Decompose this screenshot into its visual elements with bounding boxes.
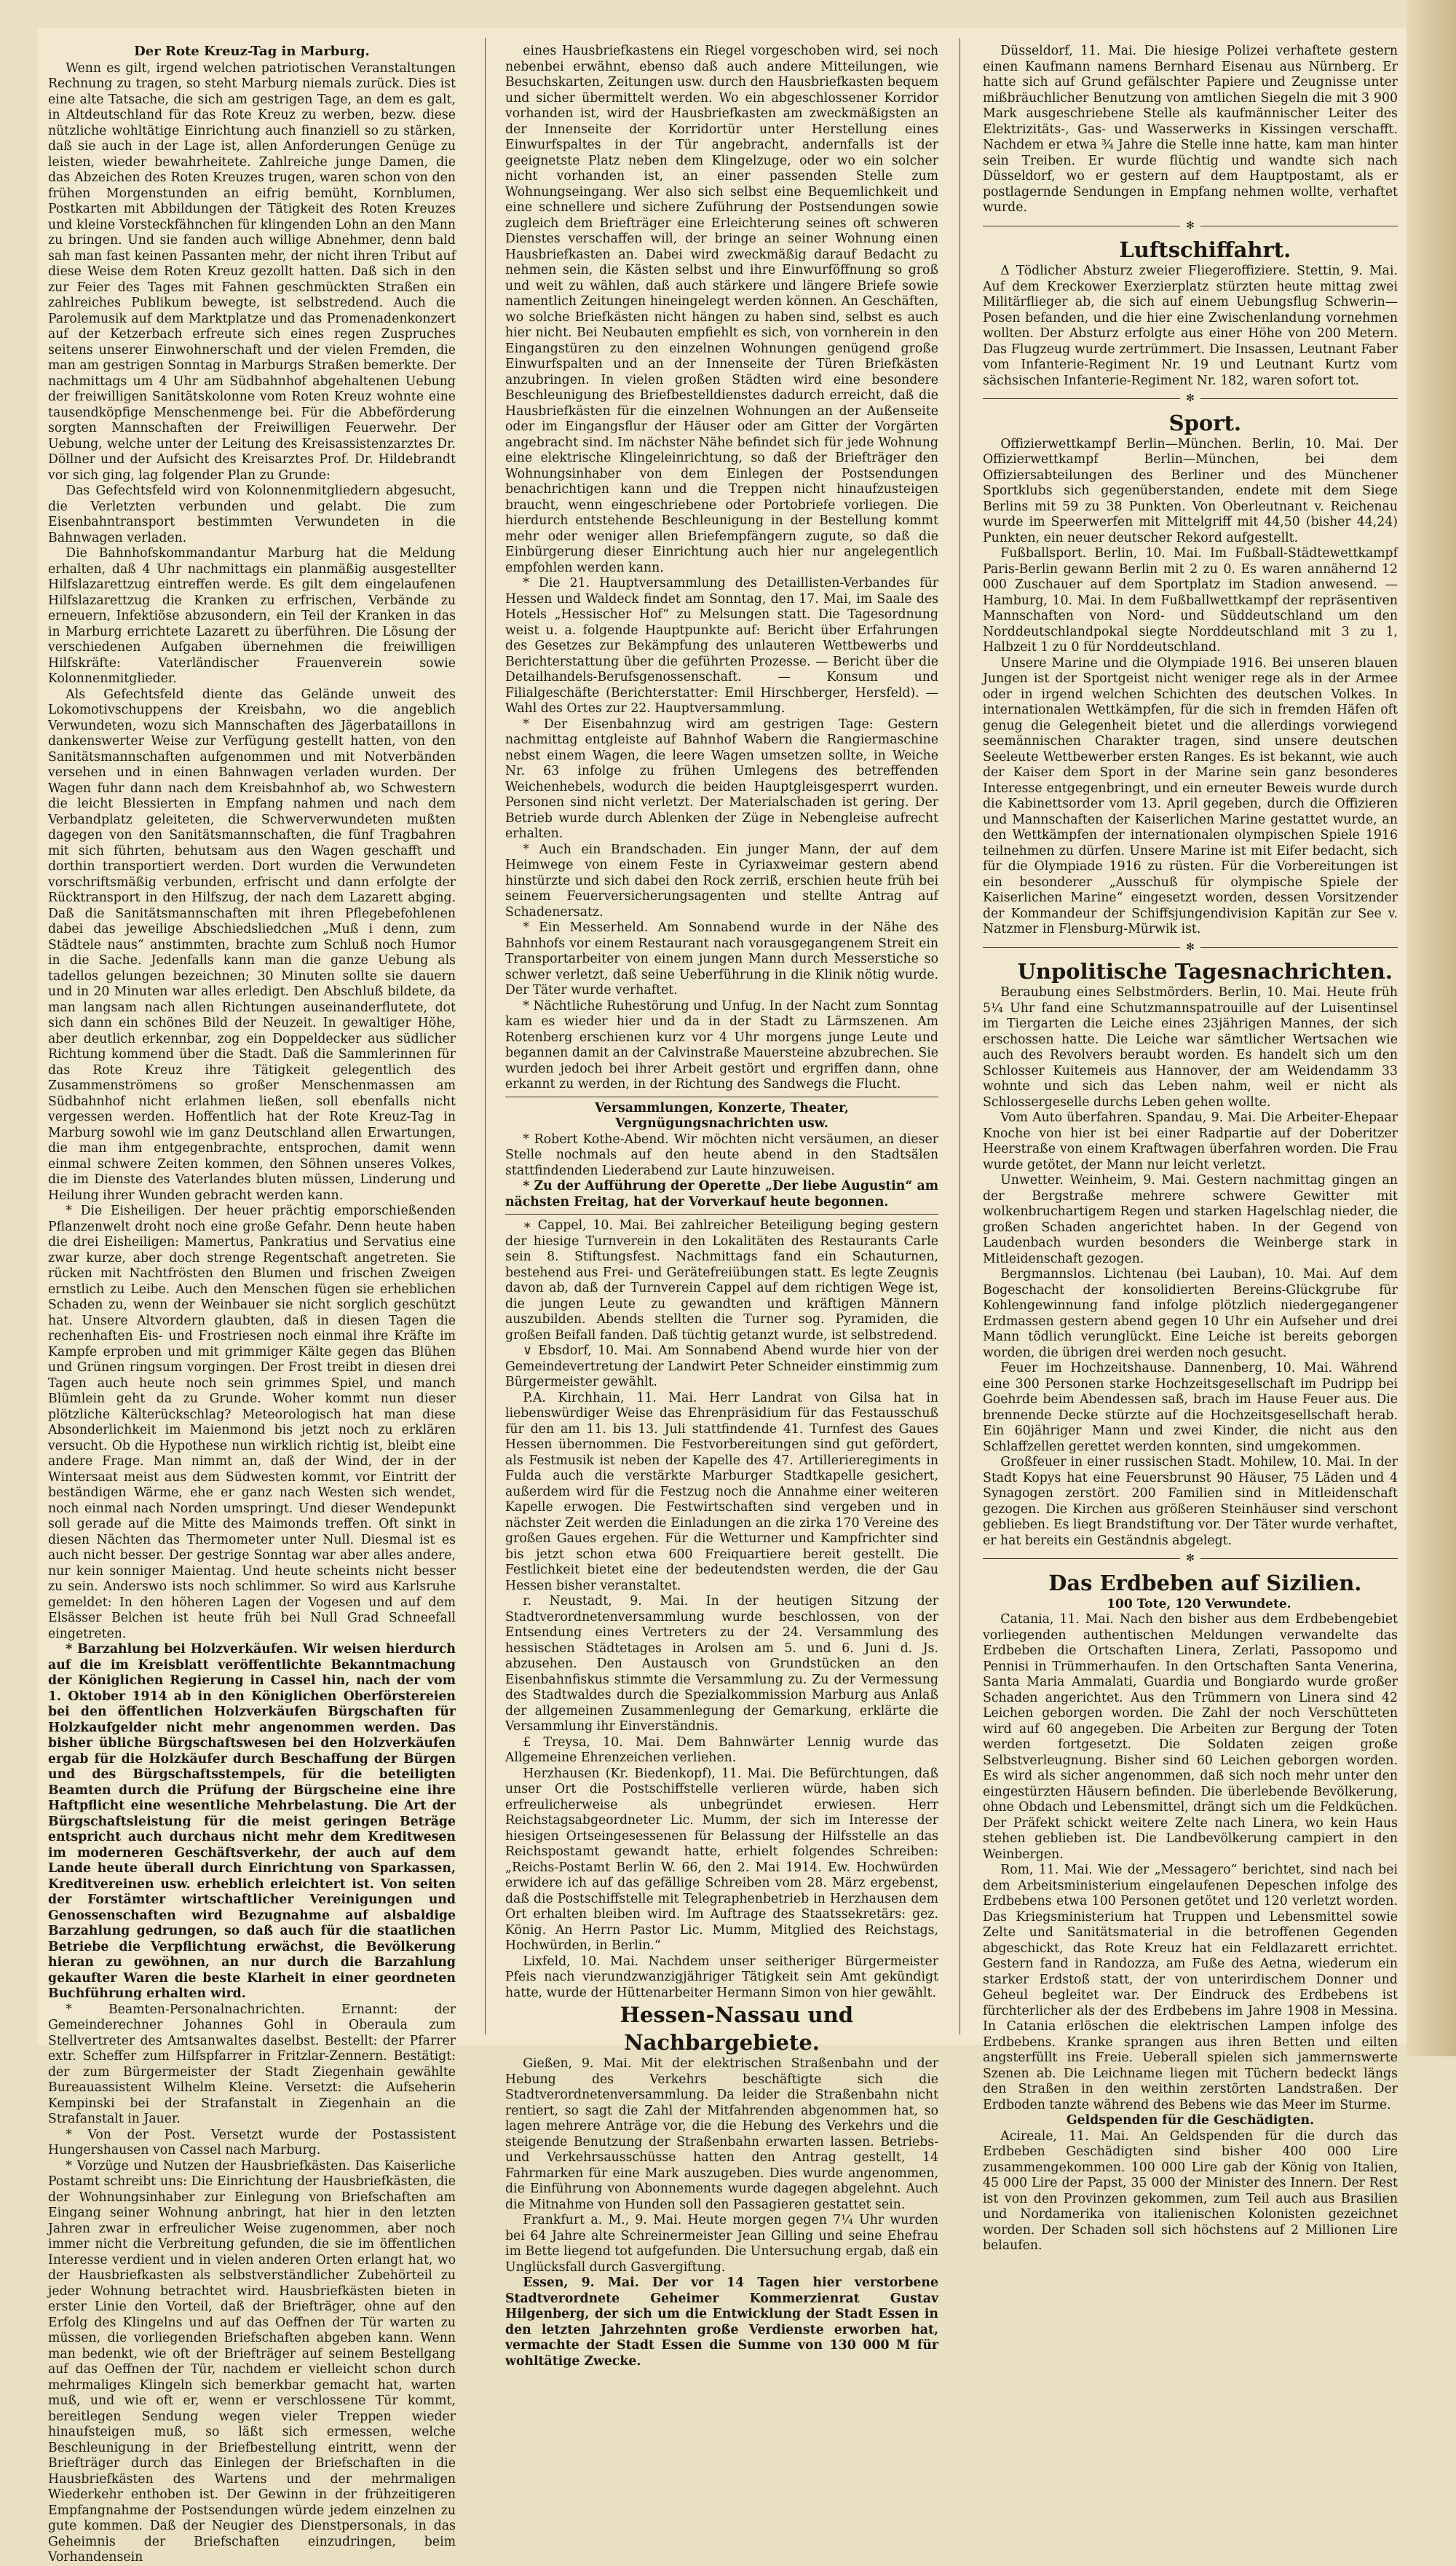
article-paragraph: Die Bahnhofskommandantur Marburg hat die Meldung erhalten, daß 4 Uhr nachmittags ein planmäßig ausgestellter Hilfslazarettzug eintreffen werde. Es gilt dem eingelaufenen Hilfslazarettzug die Kranken zu erfrischen, Verbände zu erneuern, Infektiöse abzusondern, ein Teil der Kranken in das in Marburg errichtete Lazarett zu überführen. Die Lösung der verschiedenen Aufgaben übernehmen die freiwilligen Hilfskräfte: Vaterländischer Frauenverein sowie Kolonnenmitglieder. xyxy=(48,546,456,686)
section-subheading: 100 Tote, 120 Verwundete. xyxy=(1107,1596,1291,1611)
star-divider: ✻ xyxy=(983,1551,1398,1567)
page-edge xyxy=(1406,0,1456,2056)
column-2 xyxy=(505,44,938,2369)
column-3 xyxy=(983,44,1398,2253)
article-paragraph: * Der Eisenbahnzug wird am gestrigen Tage: Gestern nachmittag entgleiste auf Bahnhof Wabern die Rangiermaschine nebst einem Wagen, die leere Wagen umsetzen sollte, in Weiche Nr. 63 infolge zu frühen Umlegens des betreffenden Weichenhebels, wodurch die beiden Hauptgleisgesperrt wurden. Personen sind nicht verletzt. Der Materialschaden ist gering. Der Betrieb wurde durch Ablenken der Züge in Nebengleise aufrecht erhalten. xyxy=(505,716,938,841)
article-paragraph: * Auch ein Brandschaden. Ein junger Mann, der auf dem Heimwege von einem Feste in Cyriaxweimar gestern abend hinstürzte und sich dabei den Rock zerriß, erschien heute früh bei seinem Feuerversicherungsagenten und stellte Antrag auf Schadenersatz. xyxy=(505,842,938,920)
article-paragraph: Essen, 9. Mai. Der vor 14 Tagen hier verstorbene Stadtverordnete Geheimer Kommerzienrat Gustav Hilgenberg, der sich um die Entwicklung der Stadt Essen in den letzten Jahrzehnten große Verdienste erworben hat, vermachte der Stadt Essen die Summe von 130 000 M für wohltätige Zwecke. xyxy=(505,2275,938,2369)
article-paragraph: eines Hausbriefkastens ein Riegel vorgeschoben wird, sei noch nebenbei erwähnt, ebenso daß auch andere Mitteilungen, wie Besuchskarten, Zeitungen usw. durch den Hausbriefkasten bequem und sicher übermittelt werden. Wo ein abgeschlossener Korridor vorhanden ist, wird der Hausbriefkasten am zweckmäßigsten an der Innenseite der Korridortür unter Herstellung eines Einwurfspaltes in der Tür angebracht, andernfalls ist der geeignetste Platz neben dem Klingelzuge, oder wo ein solcher nicht vorhanden ist, an einer passenden Stelle zum Wohnungseingang. Wer also sich selbst eine Bequemlichkeit und eine schnellere und sichere Zuführung der Postsendungen sowie zugleich dem Briefträger eine Erleichterung seines oft schweren Dienstes verschaffen will, der bringe an seiner Wohnung einen Hausbriefkasten an. Dabei wird zweckmäßig darauf Bedacht zu nehmen sein, die Kästen selbst und ihre Einwurföffnung so groß und weit zu wählen, daß auch stärkere und längere Briefe sowie namentlich Zeitungen hineingelegt werden können. An Geschäften, wo solche Briefkästen nicht hängen zu haben sind, selbst es auch hier nicht. Bei Neubauten empfiehlt es sich, von vornherein in den Eingangstüren zu den einzelnen Wohnungen genügend große Einwurfspalten und an der Innenseite der Türen Briefkästen anzubringen. In vielen großen Städten wird eine besondere Beschleunigung des Briefbestelldienstes dadurch erreicht, daß die Hausbriefkästen für die einzelnen Wohnungen an der Außenseite oder im Eingangsflur der Häuser oder am Gitter der Vorgärten angebracht sind. Im nächster Nähe befindet sich für jede Wohnung eine elektrische Klingeleinrichtung, so daß der Briefträger den Wohnungsinhaber von dem Einlegen der Postsendungen benachrichtigen kann und die Treppen nicht hinaufzusteigen braucht, wenn eingeschriebene oder Portobriefe vorliegen. Die hierdurch entstehende Beschleunigung in der Bestellung kommt mehr oder weniger allen Briefempfängern zugute, so daß die Einbürgerung dieser Einrichtung auch hier nur angelegentlich empfohlen werden kann. xyxy=(505,44,938,575)
article-paragraph: * Nächtliche Ruhestörung und Unfug. In der Nacht zum Sonntag kam es wieder hier und da in der Stadt zu Lärmszenen. Am Rotenberg erschienen kurz vor 4 Uhr morgens junge Leute und begannen damit an der Calvinstraße Mauersteine abzubrechen. Sie wurden jedoch bei ihrer Arbeit gestört und ergriffen dann, ohne erkannt zu werden, in der Richtung des Sandwegs die Flucht. xyxy=(505,998,938,1091)
star-divider: ✻ xyxy=(983,218,1398,234)
article-paragraph: Acireale, 11. Mai. An Geldspenden für die durch das Erdbeben Geschädigten sind bisher 400 000 Lire zusammengekommen. 100 000 Lire gab der König von Italien, 45 000 Lire der Papst, 35 000 der Minister des Innern. Der Rest ist von den Provinzen gekommen, zum Teil auch aus Brasilien und Nordamerika von italienischen Kolonisten gezeichnet worden. Der Schaden soll sich höchstens auf 2 Millionen Lire belaufen. xyxy=(983,2128,1398,2253)
article-paragraph: Fußballsport. Berlin, 10. Mai. Im Fußball-Städtewettkampf Paris-Berlin gewann Berlin mit 2 zu 0. Es waren annähernd 12 000 Zuschauer auf dem Sportplatz im Stadion anwesend. — Hamburg, 10. Mai. In dem Fußballwettkampf der repräsentiven Mannschaften von Nord- und Süddeutschland um den Norddeutschlandpokal siegte Norddeutschland mit 3 zu 1, Halbzeit 1 zu 0 für Norddeutschland. xyxy=(983,546,1398,655)
article-paragraph: ∨ Ebsdorf, 10. Mai. Am Sonnabend Abend wurde hier von der Gemeindevertretung der Landwirt Peter Schneider einstimmig zum Bürgermeister gewählt. xyxy=(505,1343,938,1389)
article-paragraph: Feuer im Hochzeitshause. Dannenberg, 10. Mai. Während eine 300 Personen starke Hochzeitsgesellschaft im Pudripp bei Goehrde beim Abendessen saß, brach im Hause Feuer aus. Die brennende Decke stürzte auf die Hochzeitsgesellschaft herab. Ein 60jähriger Mann und zwei Kinder, die nicht aus den Schlaffzellen gerettet werden konnten, sind umgekommen. xyxy=(983,1361,1398,1454)
article-paragraph: Großfeuer in einer russischen Stadt. Mohilew, 10. Mai. In der Stadt Kopys hat eine Feuersbrunst 90 Häuser, 75 Läden und 4 Synagogen zerstört. 200 Familien sind in Mitleidenschaft gezogen. Die Kirchen aus größeren Steinhäuser sind verschont geblieben. Es liegt Brandstiftung vor. Der Täter wurde verhaftet, er hat bereits ein Geständnis abgelegt. xyxy=(983,1455,1398,1548)
article-paragraph: £ Treysa, 10. Mai. Dem Bahnwärter Lennig wurde das Allgemeine Ehrenzeichen verliehen. xyxy=(505,1734,938,1765)
article-paragraph: Wenn es gilt, irgend welchen patriotischen Veranstaltungen Rechnung zu tragen, so steht Marburg niemals zurück. Dies ist eine alte Tatsache, die sich am gestrigen Tage, an dem es galt, in Altdeutschland für das Rote Kreuz zu werben, bezw. diese nützliche wohltätige Einrichtung auch finanziell so zu stärken, daß sie auch in der Lage ist, allen Anforderungen Genüge zu leisten, wieder bewahrheitete. Zahlreiche junge Damen, die das Abzeichen des Roten Kreuzes trugen, waren schon von den frühen Morgenstunden an eifrig bemüht, Kornblumen, Postkarten mit Abbildungen der Tätigkeit des Roten Kreuzes und kleine Vorsteckfähnchen für klingenden Lohn an den Mann zu bringen. Und sie fanden auch willige Abnehmer, denn bald sah man fast keinen Passanten mehr, der nicht ihren Tribut auf diese Weise dem Roten Kreuz gezollt hatten. Daß sich in den zur Feier des Tages mit Fahnen geschmückten Straßen ein zahlreiches Publikum bewegte, ist selbstredend. Auch die Parolemusik auf dem Marktplatze und das Promenadenkonzert auf der Ketzerbach erfreute sich eines regen Zuspruches seitens unserer Einwohnerschaft und der vielen Fremden, die man am gestrigen Sonntag in Marburgs Straßen bemerkte. Der nachmittags um 4 Uhr am Südbahnhof abgehaltenen Uebung der freiwilligen Sanitätskolonne vom Roten Kreuz wohnte eine tausendköpfige Menschenmenge bei. Für die Abbeförderung sorgten Mannschaften der Freiwilligen Feuerwehr. Der Uebung, welche unter der Leitung des Kreisassistenzarztes Dr. Döllner und der Aufsicht des Kreisarztes Prof. Dr. Hildebrandt vor sich ging, lag folgender Plan zu Grunde: xyxy=(48,60,456,483)
article-paragraph: Unwetter. Weinheim, 9. Mai. Gestern nachmittag gingen an der Bergstraße mehrere schwere Gewitter mit wolkenbruchartigem Regen und starken Hagelschlag nieder, die großen Schaden angerichtet haben. In der Gegend von Laudenbach wurden besonders die Weinberge stark in Mitleidenschaft gezogen. xyxy=(983,1173,1398,1266)
article-paragraph: * Von der Post. Versetzt wurde der Postassistent Hungershausen von Cassel nach Marburg. xyxy=(48,2127,456,2158)
article-paragraph: Rom, 11. Mai. Wie der „Messagero“ berichtet, sind nach bei dem Arbeitsministerium eingelaufenen Depeschen infolge des Erdbebens etwa 100 Personen getötet und 120 verletzt worden. Das Kriegsministerium hat Truppen und Lebensmittel sowie Zelte und Sanitätsmaterial in die betroffenen Gegenden abgeschickt, das Rote Kreuz hat ein Feldlazarett errichtet. Gestern fand in Randozza, am Fuße des Aetna, wiederum ein starker Erdstoß statt, der von unterirdischem Donner und Geheul begleitet war. Der Eindruck des Erdbebens ist fürchterlicher als der des Erdbebens im Jahre 1908 in Messina. In Catania erlöschen die elektrischen Lampen infolge des Erdbebens. Kranke sprangen aus ihren Betten und eilten angsterfüllt ins Freie. Ueberall spielen sich jammernswerte Szenen ab. Die Leichname liegen mit Tüchern bedeckt längs den Straßen in den weithin zerstörten Landstraßen. Der Erdboden tanzte während des Bebens wie das Meer im Sturme. xyxy=(983,1863,1398,2112)
star-divider: ✻ xyxy=(983,391,1398,407)
article-paragraph: Vom Auto überfahren. Spandau, 9. Mai. Die Arbeiter-Ehepaar Knoche von hier ist bei einer Radpartie auf der Doberitzer Heerstraße von einem Kraftwagen überfahren worden. Die Frau wurde getötet, der Mann nur leicht verletzt. xyxy=(983,1110,1398,1172)
column-divider xyxy=(485,38,486,2034)
article-paragraph: P.A. Kirchhain, 11. Mai. Herr Landrat von Gilsa hat in liebenswürdiger Weise das Ehrenpräsidium für das Festausschuß für den am 11. bis 13. Juli stattfindende 41. Turnfest des Gaues Hessen übernommen. Die Festvorbereitungen sind gut gefördert, als Festmusik ist neben der Kapelle des 47. Artillerieregiments in Fulda auch die verstärkte Marburger Stadtkapelle gesichert, außerdem wird für die Festzug noch die Annahme einer weiteren Kapelle erwogen. Die Festwirtschaften sind vergeben und in nächster Zeit werden die Einladungen an die zirka 170 Vereine des großen Gaues ergehen. Für die Wetturner und Kampfrichter sind bis jetzt schon etwa 600 Freiquartiere bereit gestellt. Die Festlichkeit bietet eine der bedeutendsten werden, die der Gau Hessen bisher veranstaltet. xyxy=(505,1390,938,1593)
article-paragraph: Offizierwettkampf Berlin—München. Berlin, 10. Mai. Der Offizierwettkampf Berlin—München, bei dem Offiziersabteilungen des Berliner und des Münchener Sportklubs sich gegenüberstanden, endete mit dem Siege Berlins mit 59 zu 38 Punkten. Von Oberleutnant v. Reichenau wurde im Speerwerfen mit Mittelgriff mit 44,50 (bisher 44,24) Punkten, ein neuer deutscher Rekord aufgestellt. xyxy=(983,436,1398,545)
article-paragraph: * Ein Messerheld. Am Sonnabend wurde in der Nähe des Bahnhofs vor einem Restaurant nach vorausgegangenem Streit ein Transportarbeiter von einem jungen Mann durch Messerstiche so schwer verletzt, daß seine Ueberführung in die Klinik nötig wurde. Der Täter wurde verhaftet. xyxy=(505,920,938,998)
article-paragraph: Bergmannslos. Lichtenau (bei Lauban), 10. Mai. Auf dem Bogeschacht der konsolidierten Bereins-Glückgrube für Kohlengewinnung fand infolge plötzlich niedergegangener Erdmassen gestern abend gegen 10 Uhr ein Aufseher und drei Mann tödlich verunglückt. Eine Leiche ist bereits geborgen worden, die übrigen drei werden noch gesucht. xyxy=(983,1267,1398,1360)
section-heading: Das Erdbeben auf Sizilien. xyxy=(1048,1570,1362,1595)
article-paragraph: * Zu der Aufführung der Operette „Der liebe Augustin“ am nächsten Freitag, hat der Vorverkauf heute begonnen. xyxy=(505,1179,938,1209)
article-paragraph: r. Neustadt, 9. Mai. In der heutigen Sitzung der Stadtverordnetenversammlung wurde beschlossen, von der Entsendung eines Vertreters zu der 24. Versammlung des hessischen Städtetages in Arolsen am 5. und 6. Juni d. Js. abzusehen. Den Austausch von Grundstücken an den Eisenbahnfiskus stimmte die Versammlung zu. Zu der Vermessung des Stadtwaldes durch die Spezialkommission Marburg aus Anlaß der allgemeinen Zusammenlegung der Gemarkung, erklärte die Versammlung ihr Einverständnis. xyxy=(505,1594,938,1734)
section-heading: Versammlungen, Konzerte, Theater, Vergnügungsnachrichten usw. xyxy=(595,1100,849,1131)
article-paragraph: ∗ Cappel, 10. Mai. Bei zahlreicher Beteiligung beging gestern der hiesige Turnverein in den Lokalitäten des Restaurants Carle sein 8. Stiftungsfest. Nachmittags fand ein Schauturnen, bestehend aus Frei- und Gerätefreiübungen statt. Es legte Zeugnis davon ab, daß der Turnverein Cappel auf dem richtigen Wege ist, die jungen Leute zu gewandten und kräftigen Männern auszubilden. Abends stellten die Turner sog. Pyramiden, die großen Beifall fanden. Daß tüchtig getanzt wurde, ist selbstredend. xyxy=(505,1218,938,1343)
article-paragraph: * Die 21. Hauptversammlung des Detaillisten-Verbandes für Hessen und Waldeck findet am Sonntag, den 17. Mai, im Saale des Hotels „Hessischer Hof“ zu Melsungen statt. Die Tagesordnung weist u. a. folgende Hauptpunkte auf: Bericht über Erfahrungen des Gesetzes zur Bekämpfung des unlauteren Wettbewerbs und Berichterstattung über die geführten Prozesse. — Bericht über die Detailhandels-Berufsgenossenschaft. — Konsum und Filialgeschäfte (Berichterstatter: Emil Hirschberger, Hersfeld). — Wahl des Ortes zur 22. Hauptversammlung. xyxy=(505,576,938,716)
newspaper-page xyxy=(38,28,1406,2565)
article-paragraph: * Barzahlung bei Holzverkäufen. Wir weisen hierdurch auf die im Kreisblatt veröffentlichte Bekanntmachung der Königlichen Regierung in Cassel hin, nach der vom 1. Oktober 1914 ab in den Königlichen Oberförstereien bei den öffentlichen Holzverkäufen Bürgschaften für Holzkaufgelder nicht mehr angenommen werden. Das bisher übliche Bürgschaftswesen bei den Holzverkäufen ergab für die Holzkäufer durch Beschaffung der Bürgen und des Bürgschaftsstempels, für die beteiligten Beamten durch die Prüfung der Bürgscheine eine ihre Haftpflicht eine wesentliche Mehrbelastung. Die Art der Bürgschaftsleistung für die meist geringen Beträge entspricht auch durchaus nicht mehr dem Kreditwesen im moderneren Geschäftsverkehr, der auch auf dem Lande heute überall durch Einrichtung von Sparkassen, Kreditvereinen usw. erheblich erleichtert ist. Von seiten der Forstämter wirtschaftlicher Vereinigungen und Genossenschaften wird Bezugnahme auf alsbaldige Barzahlung gedrungen, so daß auch für die staatlichen Betriebe die Verpflichtung erwächst, die Bevölkerung hieran zu gewöhnen, an nur durch die Barzahlung gekaufter Waren die beste Klarheit in einer geordneten Buchführung erhalten wird. xyxy=(48,1642,456,2001)
article-paragraph: Beraubung eines Selbstmörders. Berlin, 10. Mai. Heute früh 5¼ Uhr fand eine Schutzmannspatrouille auf der Luisentinsel im Tiergarten die Leiche eines 23jährigen Mannes, der sich erschossen hatte. Die Leiche war sämtlicher Wertsachen wie auch des Revolvers beraubt worden. Es handelt sich um den Schlosser Kuitemeis aus Hannover, der am Weidendamm 33 wohnte und sich das Leben nahm, weil er nicht als Schlossergeselle durchs Leben gehen wollte. xyxy=(983,985,1398,1110)
article-paragraph: Unsere Marine und die Olympiade 1916. Bei unseren blauen Jungen ist der Sportgeist nicht weniger rege als in der Armee oder in irgend welchen Schichten des deutschen Volkes. In internationalen Wettkämpfen, für die sich in fremden Häfen oft genug die Gelegenheit bietet und die allerdings vorwiegend seemännischen Charakter tragen, sind unsere deutschen Seeleute Wettbewerber ersten Ranges. Es ist bekannt, wie auch der Kaiser dem Sport in der Marine sein ganz besonderes Interesse entgegenbringt, und ein erneuter Beweis wurde durch die Kabinettsorder vom 13. April gegeben, durch die Offizieren und Mannschaften der Kaiserlichen Marine gestattet wurde, an den Wettkämpfen der internationalen olympischen Spiele 1916 teilnehmen zu dürfen. Unsere Marine ist mit Eifer bedacht, sich für die Olympiade 1916 zu rüsten. Für die Vorbereitungen ist ein besonderer „Ausschuß für olympische Spiele der Kaiserlichen Marine“ eingesetzt worden, dessen Vorsitzender der Kommandeur der Schiffsjungendivision Kapitän zur See v. Natzmer in Flensburg-Mürwik ist. xyxy=(983,655,1398,936)
article-paragraph: Frankfurt a. M., 9. Mai. Heute morgen gegen 7¼ Uhr wurden bei 64 Jahre alte Schreinermeister Jean Gilling und seine Ehefrau im Bette liegend tot aufgefunden. Die Untersuchung ergab, daß ein Unglücksfall durch Gasvergiftung. xyxy=(505,2213,938,2275)
article-paragraph: Düsseldorf, 11. Mai. Die hiesige Polizei verhaftete gestern einen Kaufmann namens Bernhard Eisenau aus Nürnberg. Er hatte sich auf Grund gefälschter Papiere und Zeugnisse unter mißbräuchlicher Benutzung von amtlichen Siegeln die mit 3 900 Mark ausgeschriebene Stelle als kaufmännischer Leiter des Elektrizitäts-, Gas- und Wasserwerks in Kissingen verschafft. Nachdem er etwa ¾ Jahre die Stelle inne hatte, kam man hinter sein Treiben. Er wurde flüchtig und wandte sich nach Düsseldorf, wo er gestern auf dem Hauptpostamt, als er postlagernde Sendungen in Empfang nehmen wollte, verhaftet wurde. xyxy=(983,44,1398,215)
article-paragraph: Gießen, 9. Mai. Mit der elektrischen Straßenbahn und der Hebung des Verkehrs beschäftigte sich die Stadtverordnetenversammlung. Da leider die Straßenbahn nicht rentiert, so sagt die Zahl der Mitfahrenden abgenommen hat, so lagen mehrere Anträge vor, die die Hebung des Verkehrs und die steigende Benutzung der Straßenbahn erwarten lassen. Betriebs- und Verkehrsausschüsse hatten den Antrag gestellt, 14 Fahrmarken für eine Mark auszugeben. Dies wurde angenommen, die Einführung von Abonnements wurde dagegen abgelehnt. Auch die Mitnahme von Hunden soll den Passagieren gestattet sein. xyxy=(505,2056,938,2212)
section-heading: Sport. xyxy=(1168,410,1241,435)
article-paragraph: Lixfeld, 10. Mai. Nachdem unser seitheriger Bürgermeister Pfeis nach vierundzwanzigjähriger Tätigkeit sein Amt gekündigt hatte, wurde der Hüttenarbeiter Hermann Simon von hier gewählt. xyxy=(505,1954,938,2000)
article-paragraph: Als Gefechtsfeld diente das Gelände unweit des Lokomotivschuppens der Kreisbahn, wo die angeblich Verwundeten, wozu sich Mannschaften des Jägerbataillons in dankenswerter Weise zur Verfügung gestellt hatten, von den Sanitätsmannschaften aufgenommen und mit Notverbänden versehen und in einen Bahnwagen verladen wurden. Der Wagen fuhr dann nach dem Kreisbahnhof ab, wo Schwestern die leicht Blessierten in Empfang nahmen und nach dem Verbandplatz geleiteten, die Schwerverwundeten mußten dagegen von den Sanitätsmannschaften, die fünf Tragbahren mit sich führten, behutsam aus den Wagen geschafft und dorthin transportiert werden. Dort wurden die Verwundeten vorschriftsmäßig verbunden, erfrischt und dann erfolgte der Rücktransport in den Hilfszug, der nach dem Lazarett abging. Daß die Sanitätsmannschaften mit ihren Pflegebefohlenen dabei das jeweilige Abschiedsliedchen „Muß i denn, zum Städtele naus“ anstimmten, brachte zum Schluß noch Humor in die Sache. Jedenfalls kann man die ganze Uebung als tadellos gelungen bezeichnen; 30 Minuten sollte sie dauern und in 20 Minuten war alles erledigt. Den Abschluß bildete, da man langsam nach allen Richtungen auseinanderflutete, dot sich dann ein schönes Bild der Neuzeit. In gewaltiger Höhe, aber deutlich erkennbar, zog ein Doppeldecker aus südlicher Richtung kommend über die Stadt. Daß die Sammlerinnen für das Rote Kreuz ihre Tätigkeit gelegentlich des Zusammenströmens so großer Menschenmassen am Südbahnhof nicht erlahmen ließen, soll ebenfalls nicht vergessen werden. Hoffentlich hat der Rote Kreuz-Tag in Marburg sowohl wie im ganz Deutschland allen Erwartungen, die man ihm entgegenbrachte, entsprochen, damit wenn einmal schwere Zeiten kommen, den Söhnen unseres Volkes, die im Dienste des Vaterlandes bluten müssen, Linderung und Heilung ihrer Wunden gebracht werden kann. xyxy=(48,687,456,1203)
article-paragraph: Catania, 11. Mai. Nach den bisher aus dem Erdbebengebiet vorliegenden authentischen Meldungen verwandelte das Erdbeben die Ortschaften Linera, Zerlati, Passopomo und Pennisi in Trümmerhaufen. In den Ortschaften Santa Venerina, Santa Maria Ammalati, Guardia und Bongiardo wurde großer Schaden angerichtet. Aus den Trümmern von Linera sind 42 Leichen geborgen worden. Die Zahl der noch Verschütteten wird auf 60 angegeben. Die Arbeiten zur Bergung der Toten werden fortgesetzt. Die Soldaten zeigen große Selbstverleugnung. Bisher sind 60 Leichen geborgen worden. Es wird als sicher angenommen, daß sich noch mehr unter den eingestürzten Häusern befinden. Die überlebende Bevölkerung, ohne Obdach und Lebensmittel, drängt sich um die Feldküchen. Der Präfekt schickt weitere Zelte nach Linera, wo kein Haus stehen geblieben ist. Die Landbevölkerung campiert in den Weinbergen. xyxy=(983,1612,1398,1862)
article-paragraph: * Beamten-Personalnachrichten. Ernannt: der Gemeinderechner Johannes Gohl in Oberaula zum Stellvertreter des Amtsanwaltes daselbst. Bestellt: der Pfarrer extr. Scheffer zum Hilfspfarrer in Fritzlar-Zennern. Bestätigt: der zum Bürgermeister der Stadt Ziegenhain gewählte Bureauassistent Wilhelm Kleine. Versetzt: die Aufseherin Kempinski bei der Strafanstalt in Ziegenhain an die Strafanstalt in Jauer. xyxy=(48,2002,456,2126)
star-divider: ✻ xyxy=(983,940,1398,956)
column-1 xyxy=(48,44,456,2565)
section-heading: Luftschiffahrt. xyxy=(1119,237,1291,262)
article-paragraph: Das Gefechtsfeld wird von Kolonnenmitgliedern abgesucht, die Verletzten verbunden und gelabt. Die zum Eisenbahntransport bestimmten Verwundeten in die Bahnwagen verladen. xyxy=(48,483,456,545)
section-divider xyxy=(505,1214,938,1215)
article-paragraph: * Robert Kothe-Abend. Wir möchten nicht versäumen, an dieser Stelle nochmals auf den heute abend in den Stadtsälen stattfindenden Liederabend zur Laute hinzuweisen. xyxy=(505,1132,938,1178)
section-heading: Unpolitische Tagesnachrichten. xyxy=(1017,959,1393,984)
section-heading: Hessen-Nassau und Nachbargebiete. xyxy=(620,2002,854,2055)
article-paragraph: * Vorzüge und Nutzen der Hausbriefkästen. Das Kaiserliche Postamt schreibt uns: Die Einrichtung der Hausbriefkästen, die der Wohnungsinhaber zur Einlegung von Briefschaften am Eingang seiner Wohnung anbringt, hat hier in den letzten Jahren zwar in erfreulicher Weise zugenommen, aber noch immer nicht die Verbreitung gefunden, die sie im öffentlichen Interesse verdient und in vielen anderen Orten erlangt hat, wo der Hausbriefkasten als selbstverständlicher Zubehörteil zu jeder Wohnung betrachtet wird. Hausbriefkästen bieten in erster Linie den Vorteil, daß der Briefträger, ohne auf den Erfolg des Klingelns und auf das Oeffnen der Tür warten zu müssen, die vorliegenden Briefschaften abgeben kann. Wenn man bedenkt, wie oft der Briefträger auf seinem Bestellgang auf das Oeffnen der Tür, nachdem er vielleicht schon durch mehrmaliges Klingeln sich bemerkbar gemacht hat, warten muß, und wie oft er, wenn er verschlossene Tür kommt, bereitlegen Sendung wegen vieler Treppen wieder hinaufsteigen muß, so läßt sich ermessen, welche Beschleunigung in der Briefbestellung eintritt, wenn der Briefträger durch das Einlegen der Briefschaften in die Hausbriefkästen des Wartens und der mehrmaligen Wiederkehr enthoben ist. Der Gewinn in der frühzeitigeren Empfangnahme der Postsendungen würde jedem einzelnen zu gute kommen. Daß der Neugier des Dienstpersonals, in das Geheimnis der Briefschaften einzudringen, beim Vorhandensein xyxy=(48,2158,456,2565)
article-title: Der Rote Kreuz-Tag in Marburg. xyxy=(134,44,370,59)
article-paragraph: * Die Eisheiligen. Der heuer prächtig emporschießenden Pflanzenwelt droht noch eine große Gefahr. Denn heute haben die drei Eisheiligen: Mamertus, Pankratius und Servatius eine zwar kurze, aber doch strenge Regentschaft angetreten. Sie rücken mit Nachtfrösten den Blumen und frischen Zweigen ernstlich zu Leibe. Auch den Menschen fügen sie erheblichen Schaden zu, wenn der Weinbauer sie nicht sorglich geschützt hat. Unsere Altvordern glaubten, daß in diesen Tagen die rechenhaften Eis- und Frostriesen noch einmal ihre Kräfte im Kampfe erproben und mit grimmiger Kälte gegen das Blühen und Grünen ringsum vorgingen. Der Frost treibt in diesen drei Tagen auch heute noch sein grimmes Spiel, und manch Blümlein geht da zu Grunde. Woher kommt nun dieser plötzliche Kälterückschlag? Meteorologisch hat man diese Absonderlichkeit im Maienmond bis jetzt noch zu erklären versucht. Ob die Hypothese nun wirklich richtig ist, bleibt eine andere Frage. Man nimmt an, daß der Wind, der in der Wintersaat meist aus dem Südwesten kommt, vor Eintritt der beständigen Wärme, ehe er ganz nach Westen sich wendet, noch einmal nach Norden umspringt. Und dieser Wendepunkt soll gerade auf die Mitte des Maimonds treffen. Oft sinkt in diesen Nächten das Thermometer unter Null. Diesmal ist es auch nicht besser. Der gestrige Sonntag war aber alles andere, nur kein sonniger Maientag. Und heute scheints nicht besser zu sein. Anderswo ists noch schlimmer. So wird aus Karlsruhe gemeldet: In den höheren Lagen der Vogesen und auf dem Elsässer Belchen ist heute früh bei Null Grad Schneefall eingetreten. xyxy=(48,1204,456,1641)
article-paragraph: Herzhausen (Kr. Biedenkopf), 11. Mai. Die Befürchtungen, daß unser Ort die Postschiffstelle verlieren würde, haben sich erfreulicherweise als unbegründet erwiesen. Herr Reichstagsabgeordneter Lic. Mumm, der sich im Interesse der hiesigen Ortseingesessenen für Belassung der Hilfsstelle an das Reichspostamt gewandt hatte, erhielt folgendes Schreiben: „Reichs-Postamt Berlin W. 66, den 2. Mai 1914. Ew. Hochwürden erwidere ich auf das gefällige Schreiben vom 28. März ergebenst, daß die Postschiffstelle mit Telegraphenbetrieb in Herzhausen dem Ort erhalten bleiben wird. Im Auftrage des Staatssekretärs: gez. König. An Herrn Pastor Lic. Mumm, Mitglied des Reichstags, Hochwürden, in Berlin.“ xyxy=(505,1766,938,1953)
article-paragraph: Δ Tödlicher Absturz zweier Fliegeroffiziere. Stettin, 9. Mai. Auf dem Kreckower Exerzierplatz stürzten heute mittag zwei Militärflieger ab, die sich auf einem Uebungsflug Schwerin—Posen befanden, und die hier eine Zwischenlandung vornehmen wollten. Der Absturz erfolgte aus einer Höhe von 200 Metern. Das Flugzeug wurde zertrümmert. Die Insassen, Leutnant Faber vom Infanterie-Regiment Nr. 19 und Leutnant Kurtz vom sächsischen Infanterie-Regiment Nr. 182, waren sofort tot. xyxy=(983,264,1398,388)
article-title: Geldspenden für die Geschädigten. xyxy=(1066,2113,1315,2128)
